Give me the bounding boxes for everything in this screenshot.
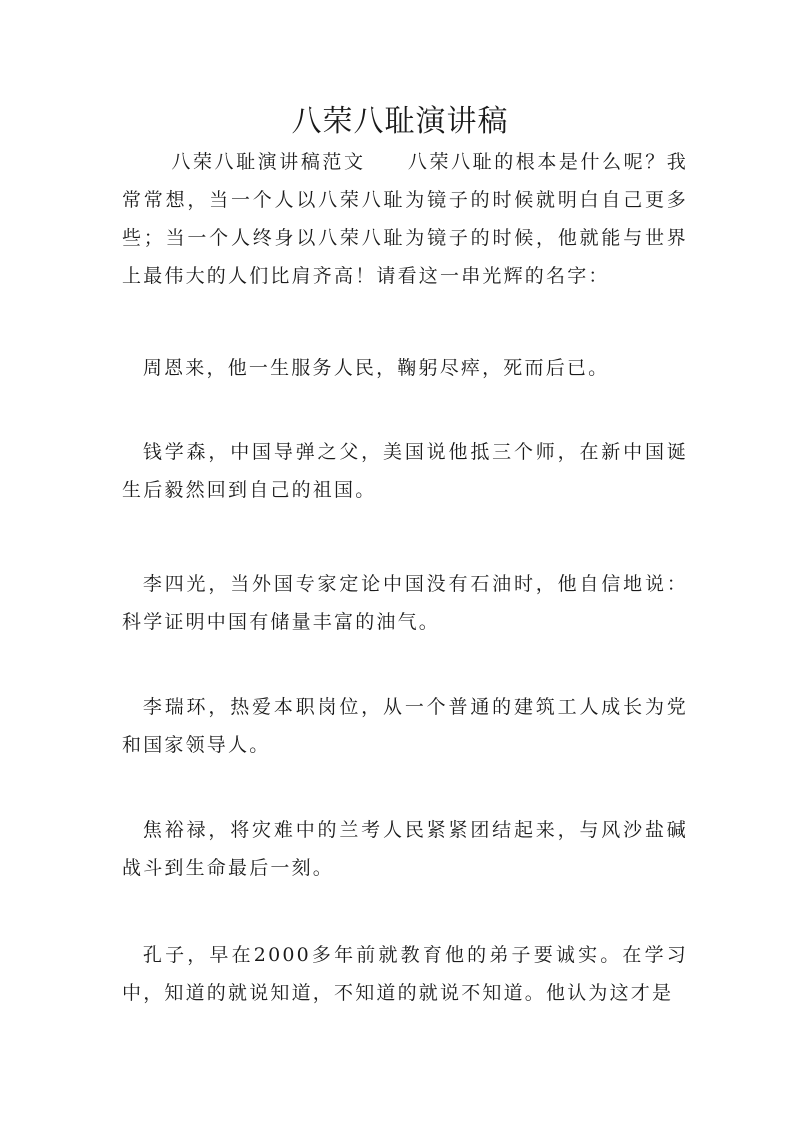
paragraph-confucius: 孔子，早在2000多年前就教育他的弟子要诚实。在学习中，知道的就说知道，不知道的就说不知道。他认为这才是 (122, 944, 688, 1004)
intro-paragraph (122, 143, 688, 295)
paragraph-li-ruihuan: 李瑞环，热爱本职岗位，从一个普通的建筑工人成长为党和国家领导人。 (122, 696, 688, 756)
paragraph-li-siguang: 李四光，当外国专家定论中国没有石油时，他自信地说：科学证明中国有储量丰富的油气。 (122, 573, 688, 633)
intro-heading: 八荣八耻演讲稿范文 (171, 151, 366, 173)
paragraph-zhou-enlai: 周恩来，他一生服务人民，鞠躬尽瘁，死而后已。 (142, 357, 610, 379)
paragraph-qian-xuesen: 钱学森，中国导弹之父，美国说他抵三个师，在新中国诞生后毅然回到自己的祖国。 (122, 441, 688, 501)
intro-text: 八荣八耻的根本是什么呢？我常常想，当一个人以八荣八耻为镜子的时候就明白自己更多些；当一个人终身以八荣八耻为镜子的时候，他就能与世界上最伟大的人们比肩齐高！请看这一串光辉的名字： (122, 151, 688, 287)
paragraph-jiao-yulu: 焦裕禄，将灾难中的兰考人民紧紧团结起来，与风沙盐碱战斗到生命最后一刻。 (122, 819, 688, 879)
document-title: 八荣八耻演讲稿 (291, 104, 509, 139)
